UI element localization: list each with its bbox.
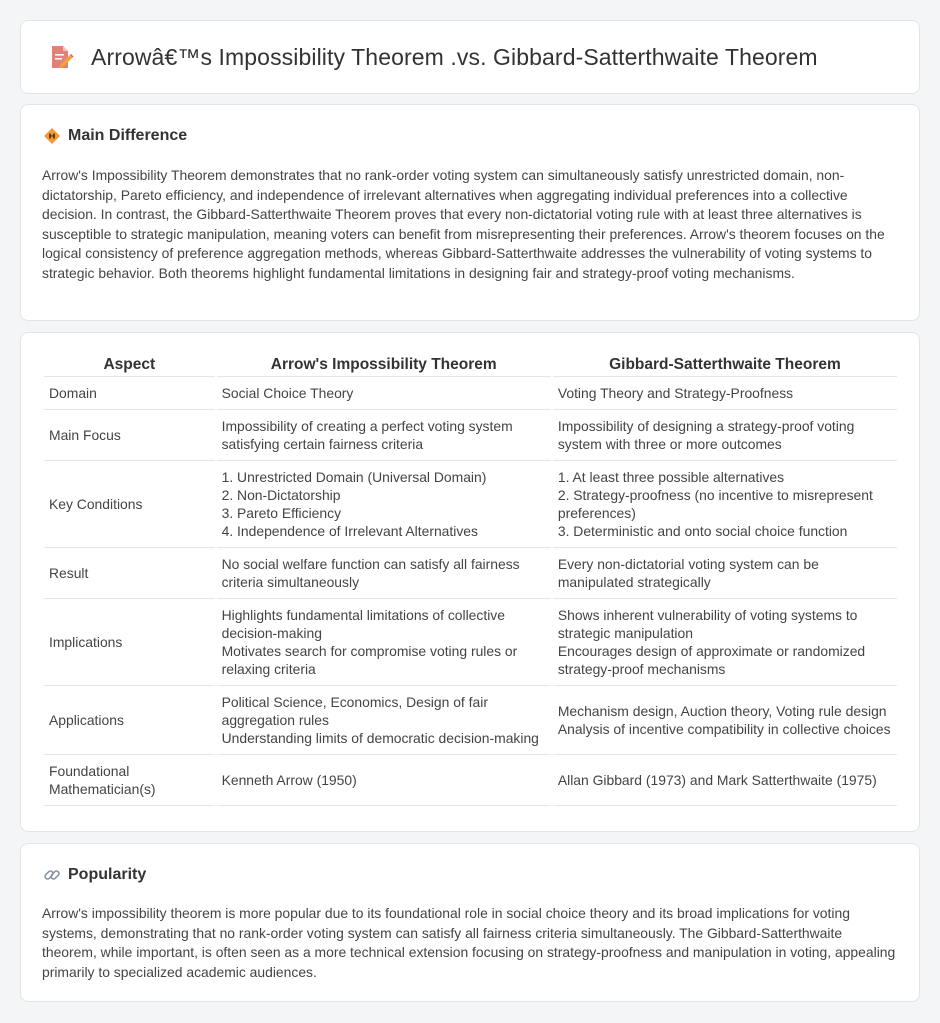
link-icon bbox=[43, 866, 61, 884]
cell-arrow: No social welfare function can satisfy all fairness criteria simultaneously bbox=[217, 548, 551, 599]
cell-gibbard: Voting Theory and Strategy-Proofness bbox=[553, 377, 897, 410]
cell-arrow: 1. Unrestricted Domain (Universal Domain) 2. Non-Dictatorship 3. Pareto Efficiency 4. Independence of Irrelevant Alternatives bbox=[217, 461, 551, 548]
cell-aspect: Implications bbox=[44, 599, 215, 686]
page-title: Arrowâ€™s Impossibility Theorem .vs. Gibbard-Satterthwaite Theorem bbox=[91, 43, 818, 70]
cell-gibbard: Every non-dictatorial voting system can be manipulated strategically bbox=[553, 548, 897, 599]
cell-gibbard: Mechanism design, Auction theory, Voting rule design Analysis of incentive compatibility in collective choices bbox=[553, 686, 897, 755]
table-header-row bbox=[44, 353, 897, 377]
table-row bbox=[44, 599, 897, 686]
cell-aspect: Key Conditions bbox=[44, 461, 215, 548]
cell-gibbard: Allan Gibbard (1973) and Mark Satterthwaite (1975) bbox=[553, 755, 897, 806]
cell-aspect: Result bbox=[44, 548, 215, 599]
cell-arrow: Social Choice Theory bbox=[217, 377, 551, 410]
table-row bbox=[44, 377, 897, 410]
document-edit-icon bbox=[46, 43, 74, 71]
cell-gibbard: 1. At least three possible alternatives 2. Strategy-proofness (no incentive to misrepresent preferences) 3. Deterministic and onto social choice function bbox=[553, 461, 897, 548]
comparison-table-card bbox=[20, 332, 920, 832]
cell-arrow: Kenneth Arrow (1950) bbox=[217, 755, 551, 806]
main-difference-header bbox=[43, 127, 187, 145]
table-row bbox=[44, 686, 897, 755]
header-arrow: Arrow's Impossibility Theorem bbox=[217, 353, 551, 377]
header-aspect: Aspect bbox=[44, 353, 215, 377]
header-gibbard: Gibbard-Satterthwaite Theorem bbox=[553, 353, 897, 377]
popularity-text: Arrow's impossibility theorem is more popular due to its foundational role in social choice theory and its broad implications for voting systems, demonstrating that no rank-order voting system can satisfy all fairness criteria simultaneously. The Gibbard-Satterthwaite theorem, while important, is often seen as a more technical extension focusing on strategy-proofness and manipulation in voting, appealing primarily to specialized academic audiences. bbox=[42, 905, 896, 980]
table-row bbox=[44, 755, 897, 806]
table-row bbox=[44, 461, 897, 548]
cell-aspect: Applications bbox=[44, 686, 215, 755]
table-row bbox=[44, 548, 897, 599]
cell-arrow: Highlights fundamental limitations of collective decision-making Motivates search for compromise voting rules or relaxing criteria bbox=[217, 599, 551, 686]
cell-gibbard: Shows inherent vulnerability of voting systems to strategic manipulation Encourages design of approximate or randomized strategy-proof mechanisms bbox=[553, 599, 897, 686]
cell-aspect: Foundational Mathematician(s) bbox=[44, 755, 215, 806]
popularity-title: Popularity bbox=[68, 866, 147, 883]
cell-arrow: Political Science, Economics, Design of fair aggregation rules Understanding limits of democratic decision-making bbox=[217, 686, 551, 755]
cell-aspect: Main Focus bbox=[44, 410, 215, 461]
comparison-table bbox=[42, 353, 899, 806]
popularity-header bbox=[43, 866, 146, 884]
title-row bbox=[46, 43, 818, 71]
main-difference-card bbox=[20, 104, 920, 321]
popularity-card bbox=[20, 843, 920, 1002]
main-difference-title: Main Difference bbox=[68, 127, 188, 144]
cell-gibbard: Impossibility of designing a strategy-proof voting system with three or more outcomes bbox=[553, 410, 897, 461]
title-card bbox=[20, 20, 920, 94]
main-difference-text: Arrow's Impossibility Theorem demonstrates that no rank-order voting system can simultaneously satisfy unrestricted domain, non-dictatorship, Pareto efficiency, and independence of irrelevant alternatives when aggregating individual preferences into a collective decision. In contrast, the Gibbard-Satterthwaite Theorem proves that every non-dictatorial voting rule with at least three alternatives is susceptible to strategic manipulation, meaning voters can benefit from misrepresenting their preferences. Arrow's theorem focuses on the logical consistency of preference aggregation methods, whereas Gibbard-Satterthwaite addresses the vulnerability of voting systems to strategic behavior. Both theorems highlight fundamental limitations in designing fair and strategy-proof voting mechanisms. bbox=[42, 167, 885, 281]
cell-aspect: Domain bbox=[44, 377, 215, 410]
cell-arrow: Impossibility of creating a perfect voting system satisfying certain fairness criteria bbox=[217, 410, 551, 461]
table-row bbox=[44, 410, 897, 461]
diamond-sign-icon bbox=[43, 127, 61, 145]
